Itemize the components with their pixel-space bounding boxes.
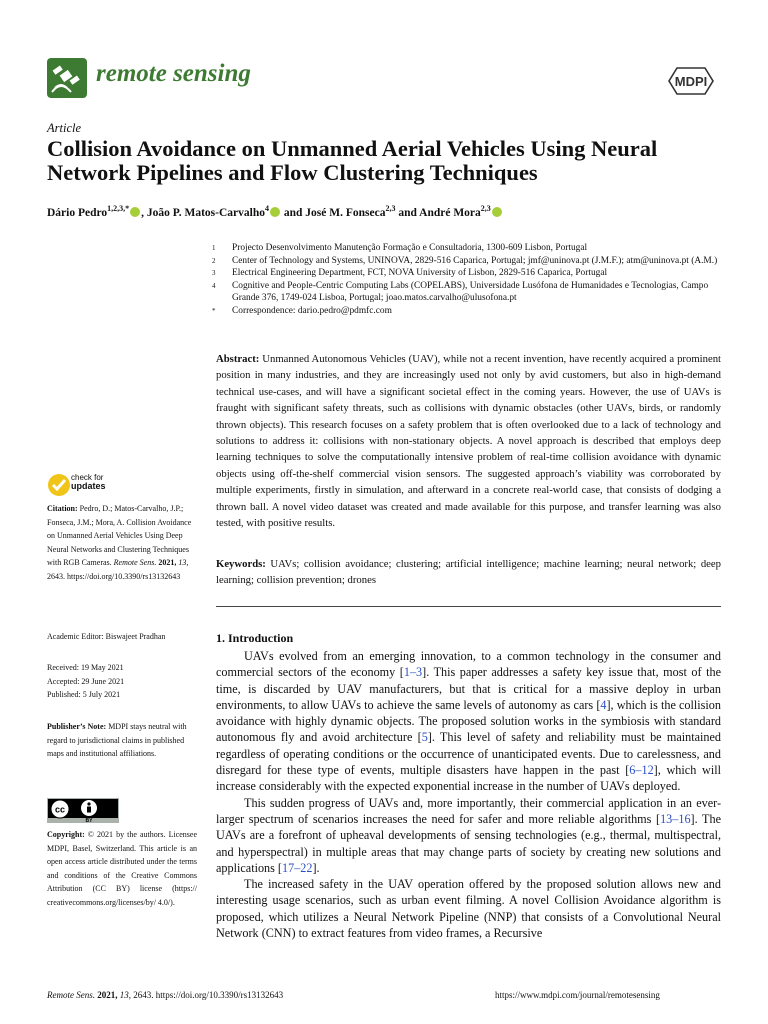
paragraph: The increased safety in the UAV operation offered by the proposed solution allows new and interesting usage scenarios, such as urban event filming. A novel Collision Avoidance algorithm is proposed, which utilizes a Neural Network Pipeline (NNP) that consists of a Convolutional Neural Network (CNN) to extract features from video frames, a Recursive xyxy=(216,877,721,941)
affiliation-text: Cognitive and People-Centric Computing Labs (COPELABS), Universidade Lusófona de Humanidades e Tecnologias, Campo Grande 376, 1749-024 Lisboa, Portugal; joao.matos.carvalho@ulusofona.pt xyxy=(232,280,709,303)
citation-volume: 13, xyxy=(178,558,189,568)
affiliation-text: Center of Technology and Systems, UNINOVA, 2829-516 Caparica, Portugal; jmf@uninova.pt (J.M.F.); atm@uninova.pt (A.M.) xyxy=(232,255,718,266)
author-name: José M. Fonseca xyxy=(305,206,386,219)
received-date: Received: 19 May 2021 xyxy=(47,663,124,672)
check-line1: check for xyxy=(71,473,104,482)
citation-label: Citation: xyxy=(47,504,78,513)
citation-link[interactable]: 17–22 xyxy=(282,860,313,875)
footer-citation xyxy=(47,990,283,1000)
publisher-note xyxy=(47,720,197,761)
keywords-label: Keywords: xyxy=(216,558,266,570)
citation-doi[interactable]: 2643. https://doi.org/10.3390/rs13132643 xyxy=(47,571,181,581)
publisher-note-text: MDPI stays neutral with regard to jurisdictional claims in published maps and institutional affiliations. xyxy=(47,722,187,759)
affiliation-text: Electrical Engineering Department, FCT, NOVA University of Lisbon, 2829-516 Caparica, Portugal xyxy=(232,268,608,278)
paper-title: Collision Avoidance on Unmanned Aerial Vehicles Using Neural Network Pipelines and Flow Clustering Techniques xyxy=(47,136,658,185)
footer-journal: Remote Sens. xyxy=(47,990,95,1000)
orcid-icon[interactable] xyxy=(130,207,140,217)
author-affil-sup: 2,3 xyxy=(480,204,491,213)
section-heading: 1. Introduction xyxy=(216,631,294,645)
orcid-icon[interactable] xyxy=(492,207,502,217)
article-type: Article xyxy=(47,121,82,135)
publisher-note-label: Publisher’s Note: xyxy=(47,722,107,731)
citation-pre: Pedro, D.; Matos-Carvalho, J.P.; Fonseca, J.M.; Mora, A. Collision Avoidance on Unmanned Aerial Vehicles Using Deep Neural Networks and Clustering Techniques with RGB Cameras. xyxy=(47,504,192,568)
affiliation-item xyxy=(212,267,727,280)
affiliation-text: Projecto Desenvolvimento Manutenção Formação e Consultadoria, 1300-609 Lisbon, Portugal xyxy=(232,243,588,253)
check-line2: updates xyxy=(71,481,106,491)
citation-link[interactable]: 13–16 xyxy=(660,811,691,826)
affiliation-item xyxy=(212,242,727,255)
author-separator: and xyxy=(281,206,306,219)
published-date: Published: 5 July 2021 xyxy=(47,690,121,700)
footer-journal-url[interactable]: https://www.mdpi.com/journal/remotesensing xyxy=(495,990,660,1000)
citation-journal: Remote Sens. xyxy=(113,558,157,568)
publisher-name: MDPI xyxy=(674,74,708,89)
affiliation-number: 4 xyxy=(212,281,216,290)
author-list xyxy=(47,204,727,219)
copyright-label: Copyright: xyxy=(47,830,85,839)
citation-link[interactable]: 1–3 xyxy=(403,665,423,680)
accepted-date: Accepted: 29 June 2021 xyxy=(47,676,125,686)
author-affil-sup: 2,3 xyxy=(385,204,396,213)
orcid-icon[interactable] xyxy=(270,207,280,217)
author-name: João P. Matos-Carvalho xyxy=(146,206,265,219)
publisher-logo-icon xyxy=(667,66,715,96)
journal-logo-icon xyxy=(47,58,87,98)
author-separator: and xyxy=(395,206,420,219)
affiliation-item xyxy=(212,255,727,268)
affiliation-item xyxy=(212,305,727,318)
copyright-text: © 2021 by the authors. Licensee MDPI, Basel, Switzerland. This article is an open access article distributed under the terms and conditions of the Creative Commons Attribution (CC BY) license (https:// creativecommons.org/licenses/by/ 4.0/). xyxy=(47,830,198,907)
paragraph: UAVs evolved from an emerging innovation, to a common technology in the consumer and commercial sectors of the economy [1–3]. This paper addresses a safety key issue that, most of the time, is discarded by UAV manufacturers, but that is critical for a massive deploy in urban environments, to allow UAVs to achieve the same levels of autonomy as cars [4], which is the collision avoidance with highly dynamic objects. The proposed solution works in the symbiosis with standard autonomous fly and avoid architecture [5]. This level of safety and reliability must be maintained regardless of operating conditions or the occurrence of unanticipated events. Due to carelessness, and disregard for these type of events, multiple disasters have happen in the past [6–12], which will increase considerably with the expected exponential increase in the number of UAVs deployed. xyxy=(216,649,721,794)
section-divider xyxy=(216,606,721,607)
footer-year: 2021, xyxy=(97,990,118,1000)
check-for-updates-label[interactable] xyxy=(71,473,106,491)
journal-name: remote sensing xyxy=(96,60,251,87)
author-name: André Mora xyxy=(419,206,481,219)
citation-year: 2021, xyxy=(158,558,177,568)
affiliation-text: Correspondence: dario.pedro@pdmfc.com xyxy=(232,305,392,316)
citation-block xyxy=(47,502,197,584)
check-for-updates-icon[interactable] xyxy=(47,472,71,498)
cc-label: cc xyxy=(54,804,66,815)
citation-link[interactable]: 6–12 xyxy=(629,763,654,778)
affiliation-number: 1 xyxy=(212,244,216,252)
author-name: Dário Pedro xyxy=(47,206,108,219)
author-separator: , xyxy=(141,206,147,219)
author-affil-sup: 4 xyxy=(265,204,269,213)
affiliation-number: 2 xyxy=(212,256,216,265)
abstract xyxy=(216,351,721,531)
copyright-block xyxy=(47,828,197,910)
affiliations xyxy=(212,242,727,317)
author-affil-sup: 1,2,3,* xyxy=(107,204,130,213)
footer-doi[interactable]: 2643. https://doi.org/10.3390/rs13132643 xyxy=(133,990,284,1000)
citation-link[interactable]: 5 xyxy=(421,730,428,745)
dates-block xyxy=(47,661,197,702)
abstract-text: Unmanned Autonomous Vehicles (UAV), while not a recent invention, have recently acquired a prominent position in many industries, and they are increasingly used not only by avid customers, but also in high-demand technical use-cases, and will have a significant societal effect in the coming years. However, the use of UAVs is fraught with significant safety threats, such as collisions with dynamic obstacles (other UAVs, birds, or randomly thrown objects). This research focuses on a safety problem that is often overlooked due to a lack of technology and solutions to address it: collisions with non-stationary objects. A novel approach is described that employs deep learning techniques to solve the computationally intensive problem of real-time collision avoidance with dynamic objects using off-the-shelf commercial vision sensors. The suggested approach’s viability was corroborated by multiple experiments, firstly in simulation, and afterward in a concrete real-world case, that consists of dodging a thrown ball. A novel video dataset was created and made available for this purpose, and transfer learning was also tested, with positive results. xyxy=(216,353,722,530)
paragraph: This sudden progress of UAVs and, more importantly, their commercial application in an ever-larger spectrum of scenarios increases the need for safer and more reliable algorithms [13–16]. The UAVs are a forefront of upheaval developments of sensing technologies (e.g., thermal, multispectral, and hyperspectral) in multiple areas that may change parts of society by creating new solutions and applications [17–22]. xyxy=(216,795,721,875)
footer-volume: 13, xyxy=(119,990,131,1000)
academic-editor: Academic Editor: Biswajeet Pradhan xyxy=(47,632,166,641)
cc-by-license-icon[interactable] xyxy=(47,798,119,823)
keywords-text: UAVs; collision avoidance; clustering; artificial intelligence; machine learning; neural network; deep learning; collision prevention; drones xyxy=(216,558,721,587)
keywords xyxy=(216,556,721,589)
abstract-label: Abstract: xyxy=(216,353,260,365)
affiliation-number: 3 xyxy=(212,269,216,277)
affiliation-number: * xyxy=(212,306,216,315)
citation-link[interactable]: 4 xyxy=(600,697,607,712)
by-label: BY xyxy=(85,818,93,823)
affiliation-item xyxy=(212,280,727,305)
body-text xyxy=(216,648,721,941)
